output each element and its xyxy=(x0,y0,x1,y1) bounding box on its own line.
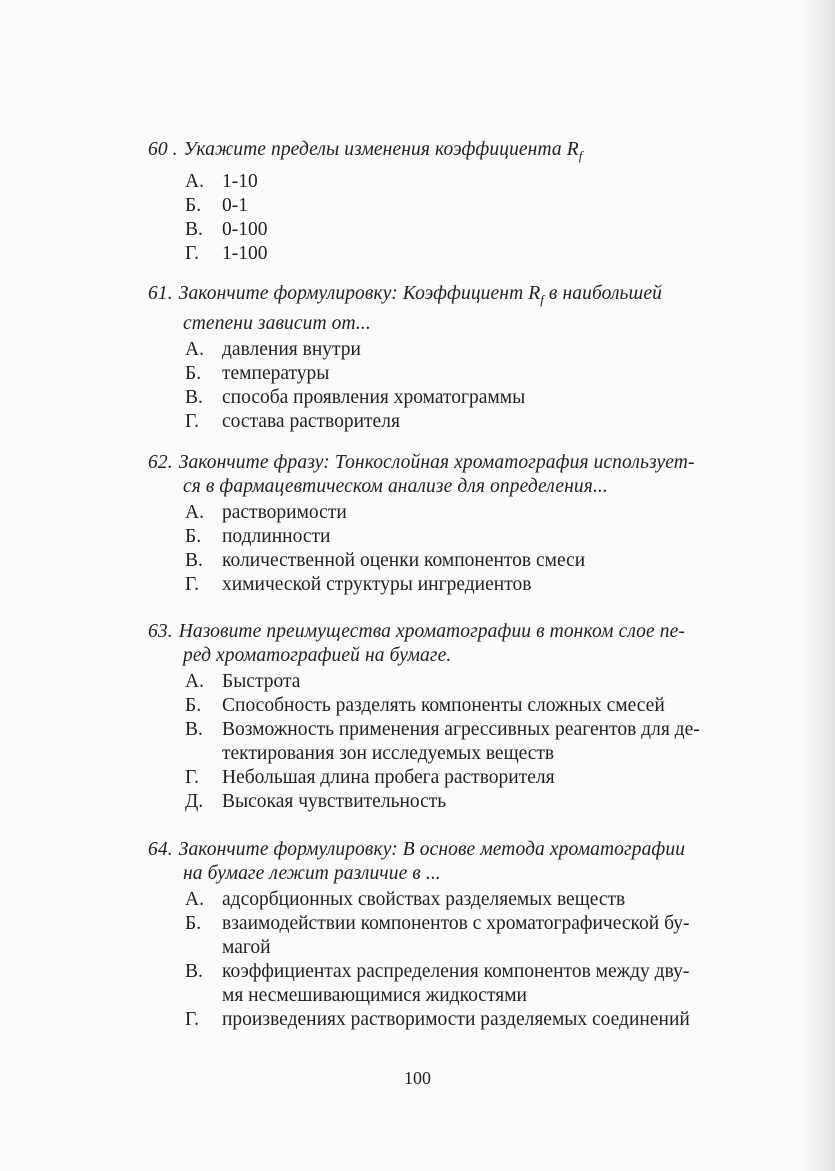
option-letter: В. xyxy=(185,218,203,240)
option-text: взаимодействии компонентов с хроматографической бу- xyxy=(222,913,690,934)
option-text: химической структуры ингредиентов xyxy=(222,574,532,595)
option xyxy=(148,170,748,194)
option-text: 1-100 xyxy=(222,242,268,264)
option-letter: Б. xyxy=(185,913,202,934)
option-letter: В. xyxy=(185,961,203,982)
option xyxy=(148,386,748,410)
option-text: подлинности xyxy=(222,526,331,547)
question-title xyxy=(148,620,748,668)
subscript: f xyxy=(540,291,544,307)
option-letter: Г. xyxy=(185,242,199,264)
option-letter: А. xyxy=(185,889,204,910)
option-text: Высокая чувствительность xyxy=(222,791,447,812)
option-letter: В. xyxy=(185,719,203,740)
option-letter: Г. xyxy=(185,574,199,595)
question-64 xyxy=(148,838,748,1032)
option-text: температуры xyxy=(222,362,330,384)
subscript: f xyxy=(578,147,583,163)
question-text: Укажите пределы изменения коэффициента R xyxy=(183,139,579,160)
question-number: 61. xyxy=(148,283,173,304)
question-text-line-2: степени зависит от... xyxy=(183,312,371,334)
option-letter: Г. xyxy=(185,767,199,788)
option xyxy=(148,718,748,766)
option-text: коэффициентах распределения компонентов между дву- xyxy=(222,961,690,982)
option xyxy=(148,362,748,386)
option xyxy=(148,501,748,525)
option-text: способа проявления хроматограммы xyxy=(222,386,526,408)
option-text: 1-10 xyxy=(222,170,258,192)
option xyxy=(148,912,748,960)
option xyxy=(148,338,748,362)
option-letter: Б. xyxy=(185,362,202,384)
option-letter: Г. xyxy=(185,410,199,432)
option-text: 0-1 xyxy=(222,194,248,216)
question-number: 63. xyxy=(148,621,173,642)
option-letter: А. xyxy=(185,170,204,192)
option-text: Способность разделять компоненты сложных смесей xyxy=(222,695,665,716)
question-60 xyxy=(148,138,748,266)
question-62 xyxy=(148,451,748,597)
option xyxy=(148,888,748,912)
question-text: в наибольшей xyxy=(543,283,662,304)
question-number: 62. xyxy=(148,452,173,473)
option xyxy=(148,790,748,814)
option-text: Небольшая длина пробега растворителя xyxy=(222,767,555,788)
option-text: произведениях растворимости разделяемых соединений xyxy=(222,1009,690,1030)
option xyxy=(148,573,748,597)
question-text: Закончите формулировку: В основе метода хроматографии xyxy=(178,839,686,860)
question-61 xyxy=(148,282,748,434)
question-title xyxy=(148,838,748,886)
option-letter: Б. xyxy=(185,194,202,216)
option-text: растворимости xyxy=(222,502,347,523)
page-number: 100 xyxy=(404,1068,431,1088)
option-letter: А. xyxy=(185,338,204,360)
option xyxy=(148,194,748,218)
question-63 xyxy=(148,620,748,814)
option-letter: В. xyxy=(185,550,203,571)
question-text-line-2: ся в фармацевтическом анализе для определения... xyxy=(183,476,608,497)
option xyxy=(148,694,748,718)
option xyxy=(148,218,748,242)
question-title xyxy=(148,282,748,336)
option-text: состава растворителя xyxy=(222,410,400,432)
question-text: Закончите фразу: Тонкослойная хроматография использует- xyxy=(178,452,695,473)
option-text-line-2: магой xyxy=(222,937,271,958)
option-letter: В. xyxy=(185,386,203,408)
option-letter: Б. xyxy=(185,695,202,716)
option-letter: А. xyxy=(185,671,204,692)
option-text: 0-100 xyxy=(222,218,268,240)
option-text-line-2: мя несмешивающимися жидкостями xyxy=(222,985,527,1006)
option xyxy=(148,410,748,434)
option-text: Быстрота xyxy=(222,671,301,692)
option xyxy=(148,549,748,573)
option-text-line-2: тектирования зон исследуемых веществ xyxy=(222,743,555,764)
option xyxy=(148,766,748,790)
option xyxy=(148,242,748,266)
question-title xyxy=(148,451,748,499)
option-letter: А. xyxy=(185,502,204,523)
question-number: 64. xyxy=(148,839,173,860)
option-text: количественной оценки компонентов смеси xyxy=(222,550,586,571)
option-letter: Г. xyxy=(185,1009,199,1030)
option xyxy=(148,960,748,1008)
option-letter: Б. xyxy=(185,526,202,547)
option-letter: Д. xyxy=(185,791,204,812)
question-text: Назовите преимущества хроматографии в тонком слое пе- xyxy=(178,621,685,642)
option-text: Возможность применения агрессивных реагентов для де- xyxy=(222,719,700,740)
page-edge-shadow xyxy=(801,0,835,1171)
question-text-line-2: на бумаге лежит различие в ... xyxy=(183,863,441,884)
option xyxy=(148,1008,748,1032)
option-text: адсорбционных свойствах разделяемых веществ xyxy=(222,889,626,910)
question-title xyxy=(148,138,748,168)
option xyxy=(148,670,748,694)
question-text: Закончите формулировку: Коэффициент R xyxy=(178,283,541,304)
question-text-line-2: ред хроматографией на бумаге. xyxy=(183,645,452,666)
option xyxy=(148,525,748,549)
question-number: 60 . xyxy=(148,139,178,160)
option-text: давления внутри xyxy=(222,338,361,360)
